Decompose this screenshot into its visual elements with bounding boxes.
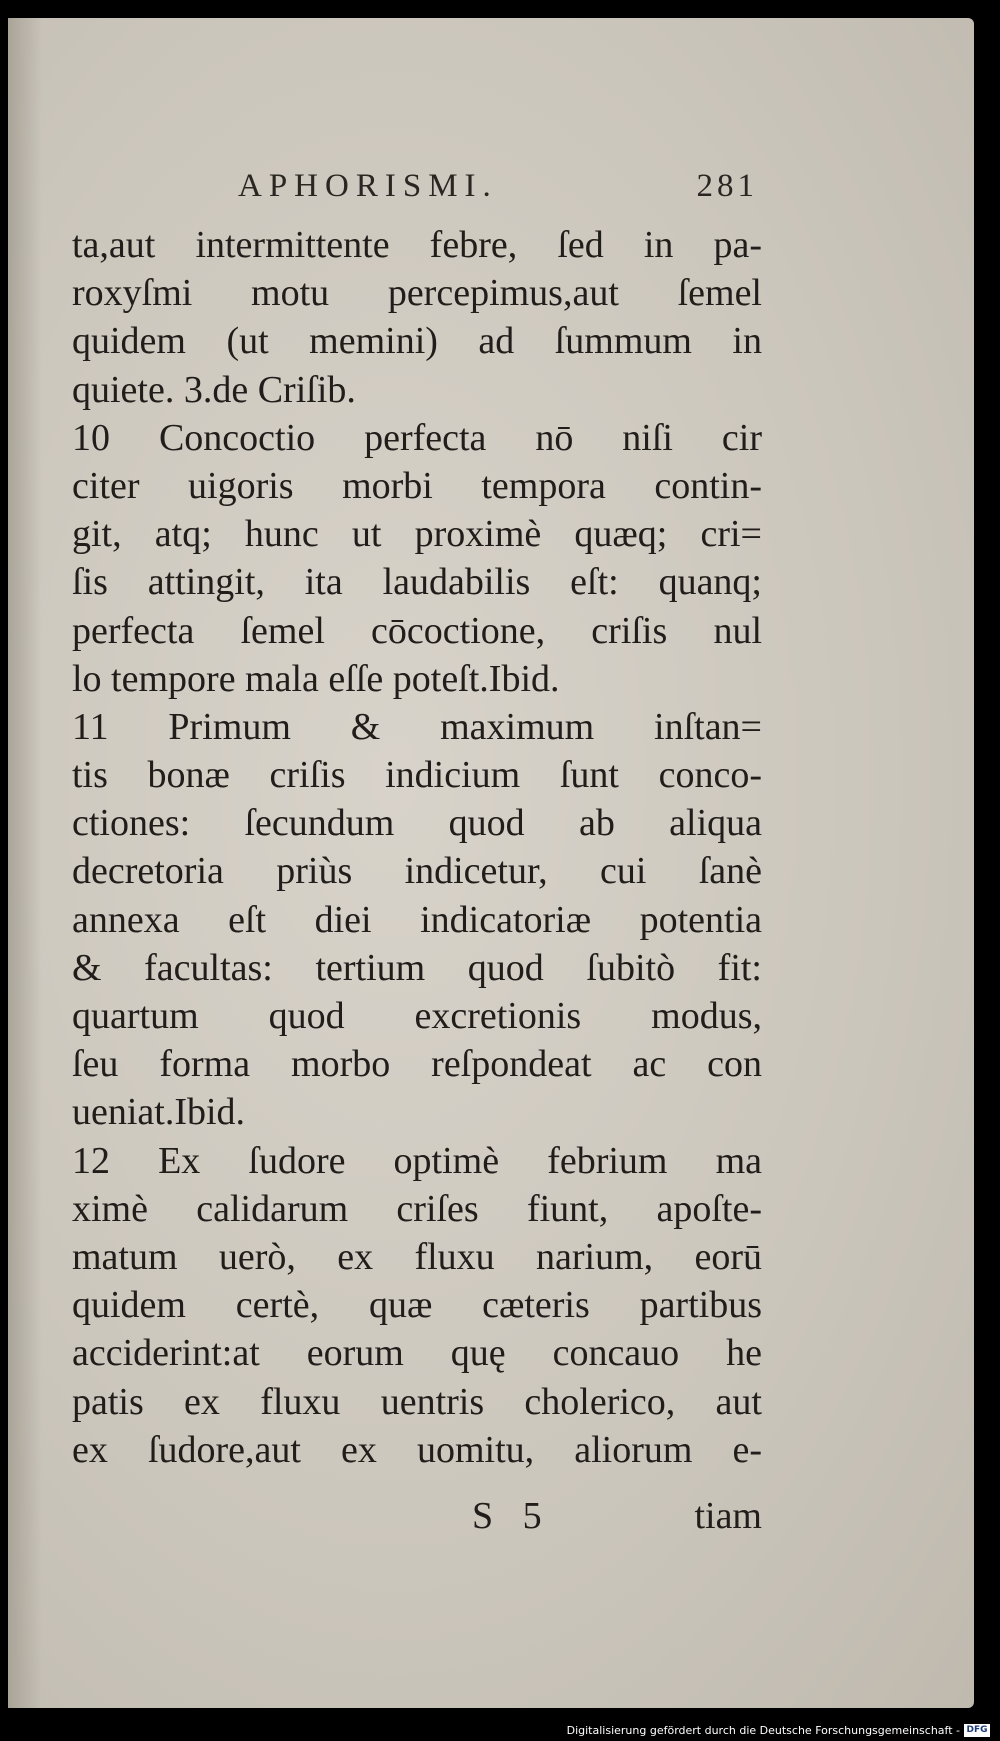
text-line: 10 Concoctio perfecta nō niſi cir [72,416,762,459]
text-line: matum uerò, ex fluxu narium, eorū [72,1235,762,1278]
text-line: lo tempore mala eſſe poteſt.Ibid. [72,657,560,700]
text-line: ueniat.Ibid. [72,1091,246,1134]
text-line: roxyſmi motu percepimus,aut ſemel [72,272,762,315]
running-head [238,168,758,208]
text-line: quiete. 3.de Criſib. [72,368,356,411]
digitization-credit [567,1724,990,1737]
text-line: ſis attingit, ita laudabilis eſt: quanq; [72,561,762,604]
text-line: decretoria priùs indicetur, cui ſanè [72,850,762,893]
dfg-logo-icon: DFG [964,1724,990,1737]
catchword: tiam [694,1495,762,1537]
text-line: quidem certè, quæ cæteris partibus [72,1284,762,1327]
text-line: citer uigoris morbi tempora contin- [72,464,762,507]
text-line: ex ſudore,aut ex uomitu, aliorum e- [72,1428,762,1471]
text-line: ta,aut intermittente febre, ſed in pa- [72,224,762,266]
credit-text: Digitalisierung gefördert durch die Deutsche Forschungsgemeinschaft - [566,1724,960,1737]
text-line: tis bonæ criſis indicium ſunt conco- [72,754,762,797]
book-page [8,18,974,1708]
text-block [72,221,762,1474]
text-line: git, atq; hunc ut proximè quæq; cri= [72,513,762,556]
text-line: & facultas: tertium quod ſubitò fit: [72,946,762,989]
text-line: annexa eſt diei indicatoriæ potentia [72,898,762,941]
page-footer [72,1494,762,1544]
running-head-title: APHORISMI. [238,168,498,204]
text-line: perfecta ſemel cōcoctione, criſis nul [72,609,762,652]
text-line: quidem (ut memini) ad ſummum in [72,320,762,363]
text-line: 12 Ex ſudore optimè febrium ma [72,1139,762,1182]
text-line: patis ex fluxu uentris cholerico, aut [72,1380,762,1423]
text-line: quartum quod excretionis modus, [72,995,762,1037]
text-line: acciderint:at eorum quę concauo he [72,1332,762,1375]
text-line: ctiones: ſecundum quod ab aliqua [72,802,762,845]
page-number: 281 [696,168,758,204]
text-line: ximè calidarum criſes fiunt, apoſte- [72,1187,762,1230]
page-gutter-shadow [8,18,42,1708]
text-line: ſeu forma morbo reſpondeat ac con [72,1043,762,1086]
text-line: 11 Primum & maximum inſtan= [72,705,762,748]
signature-mark: S 5 [472,1495,552,1537]
